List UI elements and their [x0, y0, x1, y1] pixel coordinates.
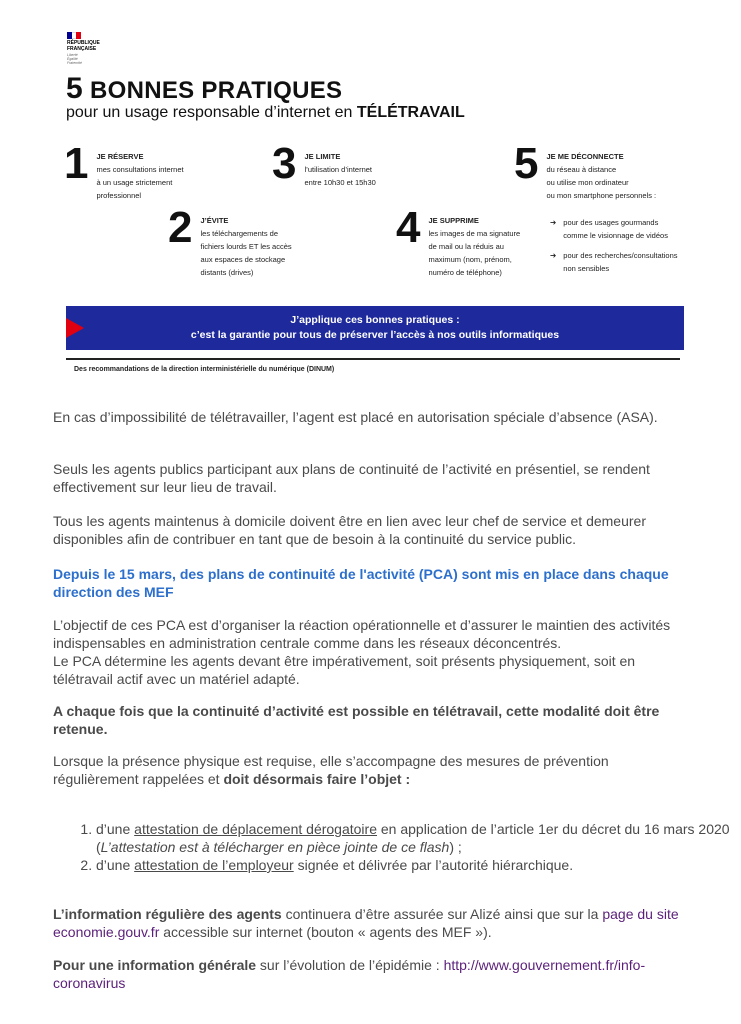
- bullet-line: comme le visionnage de vidéos: [563, 231, 668, 240]
- step-2: [168, 203, 292, 279]
- step5-bullet-2: [550, 249, 678, 275]
- step-head: JE LIMITE: [304, 152, 341, 161]
- practices-banner: [66, 306, 684, 350]
- economie-gouv-link[interactable]: page du site economie.gouv.fr: [53, 906, 679, 940]
- step-line: ou mon smartphone personnels :: [546, 191, 657, 200]
- logo-line1: RÉPUBLIQUE: [67, 40, 100, 46]
- bullet-line: non sensibles: [563, 264, 610, 273]
- logo-motto3: Fraternité: [67, 61, 82, 65]
- step-head: JE ME DÉCONNECTE: [546, 152, 624, 161]
- presence-bold: doit désormais faire l’objet :: [223, 771, 411, 787]
- list-italic: L’attestation est à télécharger en pièce jointe de ce flash: [100, 839, 450, 855]
- step-line: ou utilise mon ordinateur: [546, 178, 629, 187]
- step-number: 2: [168, 203, 193, 252]
- info-bold: L’information régulière des agents: [53, 906, 282, 922]
- step-line: du réseau à distance: [546, 165, 617, 174]
- step-4: [396, 203, 521, 279]
- paragraph-pca: [53, 616, 693, 688]
- republique-francaise-logo: [67, 32, 127, 65]
- step-number: 1: [64, 139, 89, 188]
- info-text: accessible sur internet (bouton « agents des MEF »).: [159, 924, 492, 940]
- step-head: J’ÉVITE: [200, 216, 229, 225]
- step-number: 4: [396, 203, 421, 252]
- step-number: 3: [272, 139, 297, 188]
- paragraph-presence: [53, 752, 693, 788]
- dinum-footer: Des recommandations de la direction interministérielle du numérique (DINUM): [74, 366, 335, 373]
- step-3: [272, 139, 376, 189]
- infographic: [0, 0, 741, 400]
- logo-motto1: Liberté: [67, 53, 78, 57]
- step-line: numéro de téléphone): [428, 268, 502, 277]
- info-text: continuera d’être assurée sur Alizé ainsi que sur la: [281, 906, 603, 922]
- step-number: 5: [514, 139, 539, 188]
- pca-objective: L’objectif de ces PCA est d’organiser la réaction opérationnelle et d’assurer le maintien des activités indispensables en administration centrale comme dans les réseaux déconcentrés.: [53, 617, 671, 651]
- step-line: de mail ou la réduis au: [428, 242, 504, 251]
- step5-bullet-1: [550, 216, 668, 242]
- step-line: maximum (nom, prénom,: [428, 255, 512, 264]
- arrow-right-icon: ➔: [550, 218, 557, 227]
- paragraph-domicile: Tous les agents maintenus à domicile doivent être en lien avec leur chef de service et demeurer disponibles afin de contribuer en tant que de besoin à la continuité du service public.: [53, 513, 646, 547]
- pca-agents: Le PCA détermine les agents devant être impérativement, soit présents physiquement, soit en télétravail actif avec un matériel adapté.: [53, 653, 636, 687]
- list-text: en application de l’article 1er du décret du 16 mars 2020 (: [96, 821, 730, 855]
- step-line: les téléchargements de: [200, 229, 279, 238]
- arrow-right-icon: ➔: [550, 251, 557, 260]
- section-heading-pca: Depuis le 15 mars, des plans de continuité de l'activité (PCA) sont mis en place dans chaque direction des MEF: [53, 566, 669, 600]
- bullet-line: pour des recherches/consultations: [563, 251, 678, 260]
- banner-line2: c’est la garantie pour tous de préserver l’accès à nos outils informatiques: [190, 329, 560, 341]
- banner-line1: J’applique ces bonnes pratiques :: [290, 314, 460, 326]
- french-flag-icon: [67, 32, 81, 39]
- bullet-line: pour des usages gourmands: [563, 218, 659, 227]
- list-text: d’une: [96, 821, 135, 837]
- attestation-list: [53, 820, 736, 874]
- paragraph-teletravail-rule: A chaque fois que la continuité d’activité est possible en télétravail, cette modalité doit être retenue.: [53, 703, 660, 737]
- step-line: distants (drives): [200, 268, 254, 277]
- paragraph-asa: En cas d’impossibilité de télétravailler, l’agent est placé en autorisation spéciale d’absence (ASA).: [53, 409, 658, 425]
- step-line: fichiers lourds ET les accès: [200, 242, 292, 251]
- step-head: JE RÉSERVE: [96, 152, 144, 161]
- list-item: [96, 856, 736, 874]
- step-line: l’utilisation d’internet: [304, 165, 373, 174]
- step-line: les images de ma signature: [428, 229, 521, 238]
- attestation-employeur-link[interactable]: attestation de l’employeur: [134, 857, 294, 873]
- divider: [66, 358, 680, 360]
- presence-text: Lorsque la présence physique est requise, elle s’accompagne des mesures de prévention régulièrement rappelées et: [53, 753, 609, 787]
- step-line: à un usage strictement: [96, 178, 173, 187]
- paragraph-information: [53, 905, 693, 941]
- list-text: d’une: [96, 857, 135, 873]
- step-5: [514, 139, 657, 202]
- general-bold: Pour une information générale: [53, 957, 257, 973]
- infographic-subtitle: pour un usage responsable d’internet en TÉLÉTRAVAIL: [66, 104, 465, 121]
- attestation-derogatoire-link[interactable]: attestation de déplacement dérogatoire: [134, 821, 377, 837]
- logo-line2: FRANÇAISE: [67, 45, 97, 52]
- infographic-title: 5 BONNES PRATIQUES: [66, 72, 343, 105]
- gouvernement-link[interactable]: http://www.gouvernement.fr/info-coronavirus: [53, 957, 646, 991]
- red-triangle-icon: [66, 318, 84, 338]
- list-text: ) ;: [449, 839, 462, 855]
- logo-motto2: Égalité: [67, 57, 78, 61]
- step-line: entre 10h30 et 15h30: [304, 178, 376, 187]
- paragraph-general: [53, 956, 693, 992]
- list-item: [96, 820, 736, 856]
- step-line: professionnel: [96, 191, 142, 200]
- paragraph-agents-publics: Seuls les agents publics participant aux plans de continuité de l’activité en présentiel, se rendent effectivement sur leur lieu de travail.: [53, 461, 650, 495]
- general-text: sur l’évolution de l’épidémie :: [256, 957, 444, 973]
- step-line: aux espaces de stockage: [200, 255, 286, 264]
- list-text: signée et délivrée par l’autorité hiérarchique.: [293, 857, 574, 873]
- step-1: [64, 139, 184, 202]
- step-head: JE SUPPRIME: [428, 216, 479, 225]
- step-line: mes consultations internet: [96, 165, 184, 174]
